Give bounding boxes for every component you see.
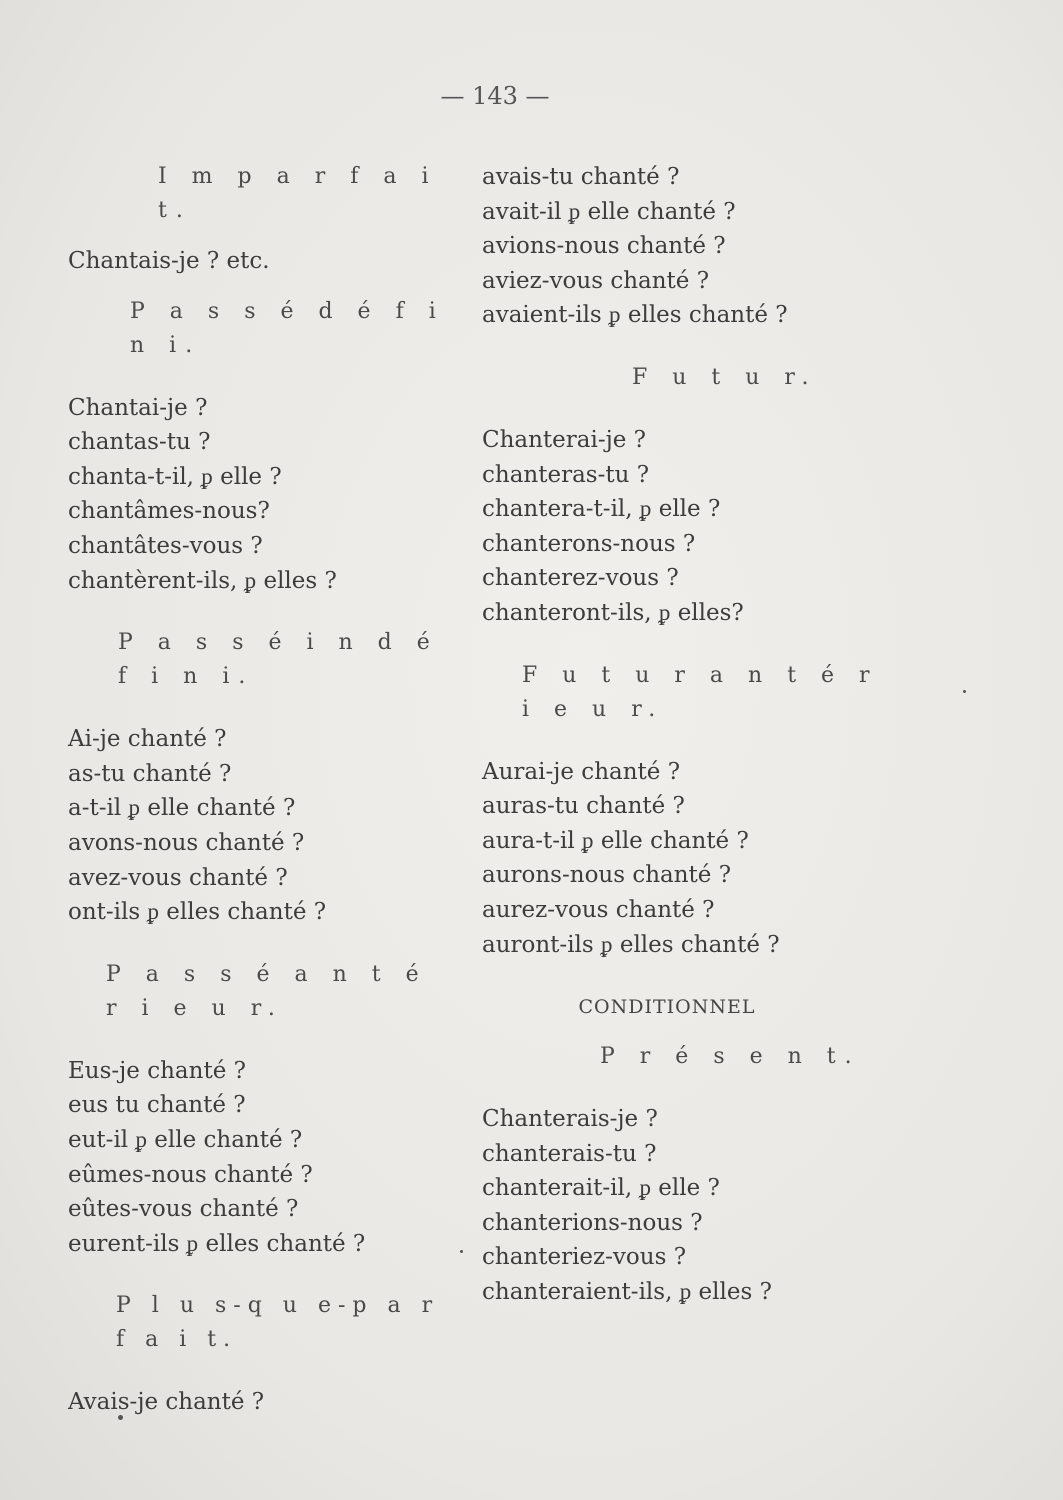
conjugation-line: chantèrent-ils, ᵱ elles ?: [68, 567, 337, 594]
conjugation-line: aurez-vous chanté ?: [482, 896, 715, 923]
right-column: [482, 160, 902, 1310]
heading-passe-indefini: P a s s é i n d é f i n i.: [118, 630, 439, 690]
present-list: [482, 1102, 902, 1310]
page-number: — 143 —: [440, 82, 550, 110]
conjugation-line: eus tu chanté ?: [68, 1092, 246, 1119]
left-column: [68, 160, 458, 1420]
conjugation-line: eurent-ils ᵱ elles chanté ?: [68, 1230, 366, 1257]
conjugation-line: chantas-tu ?: [68, 429, 211, 456]
conjugation-line: ont-ils ᵱ elles chanté ?: [68, 899, 327, 926]
conjugation-line: a-t-il ᵱ elle chanté ?: [68, 795, 296, 822]
conjugation-line: auras-tu chanté ?: [482, 793, 685, 820]
ink-speck: [118, 1415, 123, 1420]
conjugation-line: Chantais-je ? etc.: [68, 248, 270, 274]
passe-indefini-list: [68, 722, 458, 930]
conjugation-line: eûmes-nous chanté ?: [68, 1161, 313, 1188]
heading-imparfait: I m p a r f a i t.: [158, 164, 438, 223]
conjugation-line: chanterais-tu ?: [482, 1140, 657, 1167]
conjugation-line: Aurai-je chanté ?: [482, 758, 681, 785]
conjugation-line: Avais-je chanté ?: [68, 1389, 265, 1416]
conjugation-line: Ai-je chanté ?: [68, 726, 227, 753]
conjugation-line: aviez-vous chanté ?: [482, 267, 710, 294]
futur-anterieur-list: [482, 755, 902, 963]
heading-passe-anterieur: P a s s é a n t é r i e u r.: [106, 961, 428, 1021]
conjugation-line: chanterons-nous ?: [482, 530, 696, 557]
conjugation-line: chanteras-tu ?: [482, 461, 650, 488]
plusqueparfait-cont-list: [482, 160, 902, 333]
conjugation-line: chantâmes-nous?: [68, 498, 270, 525]
conjugation-line: Chantai-je ?: [68, 394, 208, 421]
plusqueparfait-list: [68, 1385, 458, 1420]
conjugation-line: chanta-t-il, ᵱ elle ?: [68, 463, 282, 490]
conjugation-line: chantâtes-vous ?: [68, 532, 263, 559]
conjugation-line: chanterait-il, ᵱ elle ?: [482, 1175, 720, 1202]
imparfait-list: [68, 244, 458, 279]
conjugation-line: chanteraient-ils, ᵱ elles ?: [482, 1279, 772, 1306]
passe-defini-list: [68, 391, 458, 599]
conjugation-line: avaient-ils ᵱ elles chanté ?: [482, 302, 788, 329]
conjugation-line: as-tu chanté ?: [68, 760, 232, 787]
heading-futur: F u t u r.: [632, 364, 818, 390]
conjugation-line: aura-t-il ᵱ elle chanté ?: [482, 827, 749, 854]
conjugation-line: chantera-t-il, ᵱ elle ?: [482, 496, 721, 523]
conjugation-line: eûtes-vous chanté ?: [68, 1196, 299, 1223]
heading-futur-anterieur: F u t u r a n t é r i e u r.: [522, 662, 879, 722]
conjugation-line: chanteront-ils, ᵱ elles?: [482, 599, 744, 626]
conjugation-line: avais-tu chanté ?: [482, 164, 680, 190]
heading-plusqueparfait: P l u s-q u e-p a r f a i t.: [116, 1293, 440, 1353]
conditionnel-title: CONDITIONNEL: [578, 996, 756, 1019]
heading-present: P r é s e n t.: [600, 1044, 861, 1070]
conjugation-line: auront-ils ᵱ elles chanté ?: [482, 931, 780, 958]
conjugation-line: avions-nous chanté ?: [482, 233, 726, 260]
conjugation-line: chanterez-vous ?: [482, 565, 679, 592]
heading-passe-defini: P a s s é d é f i n i.: [130, 298, 445, 358]
conjugation-line: avait-il ᵱ elle chanté ?: [482, 198, 736, 225]
futur-list: [482, 423, 902, 631]
passe-anterieur-list: [68, 1054, 458, 1262]
ink-speck: [963, 690, 966, 693]
conjugation-line: Chanterai-je ?: [482, 426, 647, 453]
conjugation-line: eut-il ᵱ elle chanté ?: [68, 1126, 303, 1153]
conjugation-line: chanteriez-vous ?: [482, 1244, 687, 1271]
conjugation-line: Eus-je chanté ?: [68, 1057, 246, 1084]
conjugation-line: aurons-nous chanté ?: [482, 862, 732, 889]
conjugation-line: chanterions-nous ?: [482, 1209, 703, 1236]
conjugation-line: avons-nous chanté ?: [68, 829, 305, 856]
ink-speck: [460, 1250, 463, 1253]
conjugation-line: Chanterais-je ?: [482, 1106, 658, 1133]
conjugation-line: avez-vous chanté ?: [68, 864, 288, 891]
